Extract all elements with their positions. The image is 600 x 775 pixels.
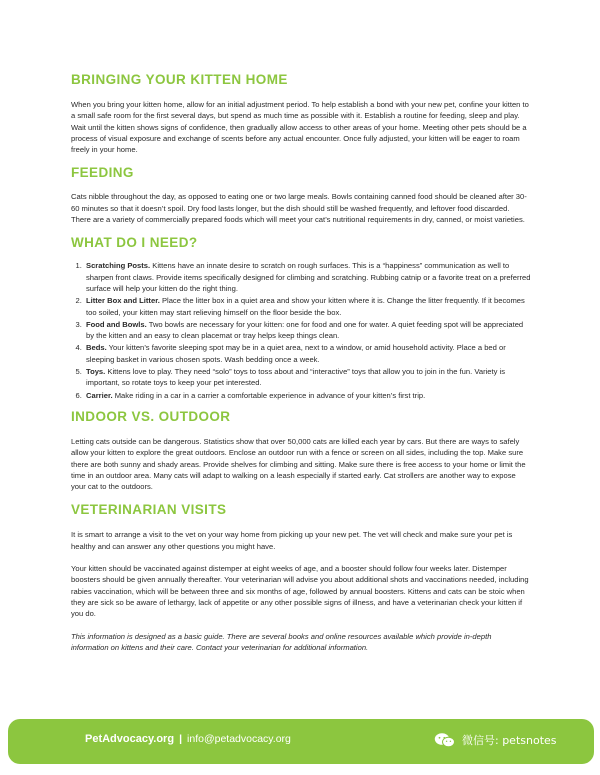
list-item-title: Toys. [86, 367, 106, 377]
footer-site-link[interactable]: PetAdvocacy.org [85, 733, 175, 745]
list-item-title: Scratching Posts. [86, 261, 151, 271]
list-item-title: Litter Box and Litter. [86, 296, 160, 306]
paragraph-indoor-outdoor: Letting cats outside can be dangerous. Statistics show that over 50,000 cats are killed each year by cars. But there are ways to safely allow your kitten to explore the great outdoors. Enclose an outdoor run with a fence or screen on all sides, including the top. Make sure there are both sunny and shady areas. Provide shelves for climbing and sitting. Make sure there is free access to your home or limit the time in an outdoor area. Many cats will adapt to walking on a leash especially if started early. Cat strollers are another way to expose your cat to the outdoors. [71, 436, 526, 492]
needs-list [71, 260, 531, 401]
list-item-text: Two bowls are necessary for your kitten: one for food and one for water. A quiet feeding spot will be appreciated by the kitten and an easy to clean placemat or tray helps keep things clean. [86, 319, 524, 341]
list-item [84, 260, 531, 294]
watermark [434, 732, 557, 748]
list-item-text: Kittens love to play. They need “solo” toys to toss about and “interactive” toys that allow you to join in the fun. Variety is important, so rotate toys to keep your pet interested. [86, 367, 506, 388]
footer-contact [85, 733, 291, 745]
heading-indoor-outdoor: INDOOR VS. OUTDOOR [71, 408, 231, 424]
list-item-title: Beds. [86, 343, 107, 353]
list-item-title: Carrier. [86, 390, 113, 400]
list-item [84, 366, 531, 389]
paragraph-vet-visits-1: It is smart to arrange a visit to the vet on your way home from picking up your new pet. The vet will check and make sure your pet is healthy and can answer any other questions you might have. [71, 530, 513, 551]
list-item-text: Kittens have an innate desire to scratch on rough surfaces. This is a “happiness” communication as well to sharpen front claws. Provide items specifically designed for climbing and scratching. Rubbing catnip or a favorite treat on a preferred surface will help your kitten do the right thing. [86, 261, 531, 293]
wechat-icon [434, 732, 456, 748]
list-item-text: Your kitten’s favorite sleeping spot may be in a quiet area, next to a window, or amid household activity. Place a bed or sleeping basket in various chosen spots. Wash bedding once a week. [86, 343, 506, 364]
list-item [84, 319, 531, 342]
footer-email-link[interactable]: info@petadvocacy.org [187, 733, 291, 745]
paragraph-bringing-home: When you bring your kitten home, allow for an initial adjustment period. To help establish a bond with your new pet, confine your kitten to a small safe room for the first several days, but spend as much time as possible with it. Establish a routine for feeding, sleep and play. Wait until the kitten shows signs of confidence, then gradually allow access to other areas of your home. Meeting other pets should be a process of visual exposure and exchange of scents before any actual encounter. Once fully adjusted, your kitten will be eager to roam freely in your home. [71, 100, 529, 155]
list-item [84, 342, 531, 365]
footer-separator: | [179, 733, 183, 745]
heading-feeding: FEEDING [71, 165, 134, 181]
paragraph-feeding: Cats nibble throughout the day, as opposed to eating one or two large meals. Bowls containing canned food should be cleaned after 30-60 minutes so that it doesn’t spoil. Dry food lasts longer, but the dish should still be washed frequently, and leftover food discarded. There are a variety of commercially prepared foods which will meet your cat’s nutritional requirements in dry, canned, or moist varieties. [71, 192, 527, 225]
list-item [84, 295, 531, 318]
paragraph-vet-visits-2: Your kitten should be vaccinated against distemper at eight weeks of age, and a booster should follow four weeks later. Distemper boosters should be given annually thereafter. Your veterinarian will advise you about additional shots and vaccinations needed, including rabies vaccination, which will be between three and six months of age, followed by annual boosters. Kittens and cats can be stoic when they are sick so be aware of lethargy, lack of appetite or any other possible signs of illness, and have a veterinarian check your kitten if you do. [71, 564, 529, 619]
heading-what-do-i-need: WHAT DO I NEED? [71, 235, 198, 251]
list-item-title: Food and Bowls. [86, 319, 147, 329]
heading-vet-visits: VETERINARIAN VISITS [71, 502, 227, 518]
document-content [71, 72, 531, 653]
watermark-text: 微信号: petsnotes [462, 734, 557, 747]
list-item [84, 390, 531, 401]
list-item-text: Make riding in a car in a carrier a comfortable experience in advance of your kitten’s first trip. [112, 390, 426, 400]
list-item-text: Place the litter box in a quiet area and show your kitten where it is. Change the litter frequently. If it becomes too soiled, your kitten may start relieving himself on the floor beside the box. [86, 296, 525, 317]
heading-bringing-home: BRINGING YOUR KITTEN HOME [71, 72, 288, 87]
disclaimer-text: This information is designed as a basic guide. There are several books and online resources available which provide in-depth information on kittens and their care. Contact your veterinarian for additional information. [71, 631, 492, 652]
